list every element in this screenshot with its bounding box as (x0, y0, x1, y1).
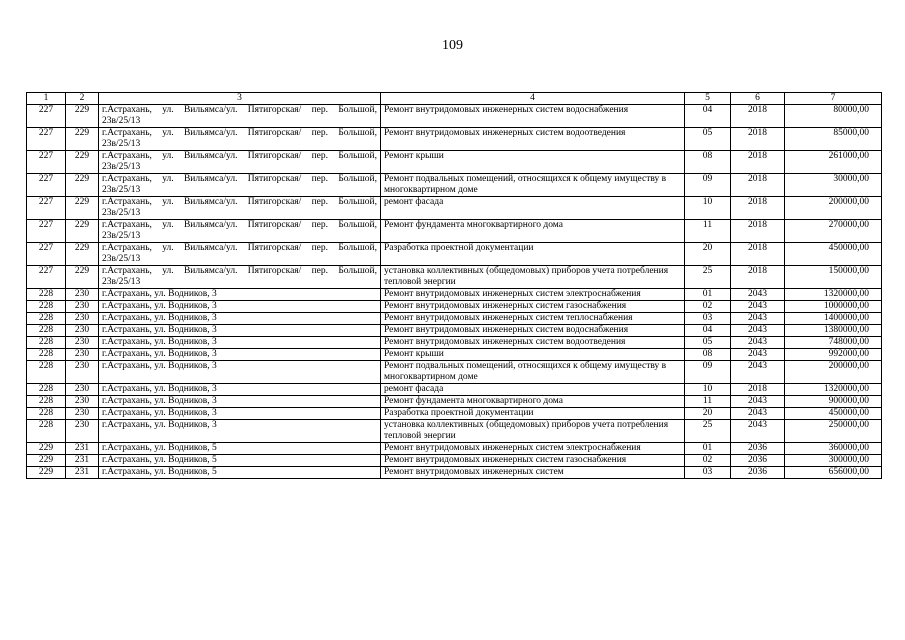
column-number-row (27, 93, 882, 105)
table-row (27, 361, 882, 384)
cell-year: 2036 (731, 455, 785, 467)
cell-house-id: 230 (66, 325, 99, 337)
cell-work-code: 20 (685, 408, 731, 420)
cell-year: 2043 (731, 337, 785, 349)
repair-register-table (26, 92, 882, 479)
cell-work-code: 03 (685, 313, 731, 325)
cell-cost: 360000,00 (785, 443, 882, 455)
cell-house-id: 231 (66, 455, 99, 467)
cell-address: г.Астрахань, ул. Водников, 3 (99, 384, 381, 396)
cell-index: 228 (27, 289, 66, 301)
column-header: 6 (731, 93, 785, 105)
cell-work-code: 02 (685, 301, 731, 313)
cell-year: 2043 (731, 349, 785, 361)
table-row (27, 337, 882, 349)
cell-work-type: установка коллективных (общедомовых) приборов учета потребления тепловой энергии (381, 266, 685, 289)
cell-address: г.Астрахань, ул. Вильямса/ул. Пятигорская/ пер. Большой, 23в/25/13 (99, 220, 381, 243)
cell-address: г.Астрахань, ул. Водников, 3 (99, 361, 381, 384)
cell-work-type: Ремонт внутридомовых инженерных систем электроснабжения (381, 289, 685, 301)
cell-address: г.Астрахань, ул. Водников, 5 (99, 443, 381, 455)
cell-work-code: 04 (685, 325, 731, 337)
table-row (27, 301, 882, 313)
cell-address: г.Астрахань, ул. Водников, 3 (99, 289, 381, 301)
cell-year: 2018 (731, 243, 785, 266)
cell-work-code: 03 (685, 467, 731, 479)
table-row (27, 151, 882, 174)
cell-address: г.Астрахань, ул. Вильямса/ул. Пятигорская/ пер. Большой, 23в/25/13 (99, 151, 381, 174)
cell-house-id: 230 (66, 420, 99, 443)
cell-work-type: Ремонт фундамента многоквартирного дома (381, 396, 685, 408)
cell-house-id: 229 (66, 243, 99, 266)
cell-year: 2018 (731, 128, 785, 151)
cell-index: 229 (27, 455, 66, 467)
cell-address: г.Астрахань, ул. Водников, 5 (99, 467, 381, 479)
cell-work-code: 05 (685, 128, 731, 151)
cell-year: 2036 (731, 467, 785, 479)
cell-work-type: Ремонт фундамента многоквартирного дома (381, 220, 685, 243)
cell-index: 228 (27, 420, 66, 443)
cell-cost: 656000,00 (785, 467, 882, 479)
cell-cost: 1400000,00 (785, 313, 882, 325)
cell-index: 227 (27, 220, 66, 243)
table-row (27, 243, 882, 266)
cell-index: 227 (27, 151, 66, 174)
table-body (27, 105, 882, 479)
column-header: 1 (27, 93, 66, 105)
cell-work-type: Разработка проектной документации (381, 243, 685, 266)
cell-work-code: 01 (685, 289, 731, 301)
cell-work-type: Разработка проектной документации (381, 408, 685, 420)
cell-work-type: Ремонт крыши (381, 349, 685, 361)
table-row (27, 105, 882, 128)
cell-address: г.Астрахань, ул. Вильямса/ул. Пятигорская/ пер. Большой, 23в/25/13 (99, 128, 381, 151)
cell-work-type: ремонт фасада (381, 384, 685, 396)
cell-cost: 1380000,00 (785, 325, 882, 337)
table-row (27, 384, 882, 396)
cell-work-code: 08 (685, 151, 731, 174)
cell-house-id: 229 (66, 174, 99, 197)
cell-index: 227 (27, 128, 66, 151)
cell-cost: 150000,00 (785, 266, 882, 289)
cell-index: 227 (27, 197, 66, 220)
cell-address: г.Астрахань, ул. Водников, 3 (99, 408, 381, 420)
cell-address: г.Астрахань, ул. Вильямса/ул. Пятигорская/ пер. Большой, 23в/25/13 (99, 105, 381, 128)
cell-index: 229 (27, 467, 66, 479)
cell-work-code: 02 (685, 455, 731, 467)
table-row (27, 408, 882, 420)
table-row (27, 455, 882, 467)
cell-address: г.Астрахань, ул. Водников, 3 (99, 420, 381, 443)
cell-cost: 270000,00 (785, 220, 882, 243)
column-header: 7 (785, 93, 882, 105)
cell-year: 2018 (731, 151, 785, 174)
cell-work-type: Ремонт внутридомовых инженерных систем водоотведения (381, 128, 685, 151)
cell-work-type: Ремонт крыши (381, 151, 685, 174)
cell-work-type: ремонт фасада (381, 197, 685, 220)
cell-index: 228 (27, 396, 66, 408)
cell-index: 228 (27, 361, 66, 384)
cell-cost: 748000,00 (785, 337, 882, 349)
cell-work-type: Ремонт внутридомовых инженерных систем водоотведения (381, 337, 685, 349)
table-row (27, 467, 882, 479)
cell-work-type: Ремонт внутридомовых инженерных систем водоснабжения (381, 325, 685, 337)
table-row (27, 266, 882, 289)
cell-address: г.Астрахань, ул. Вильямса/ул. Пятигорская/ пер. Большой, 23в/25/13 (99, 174, 381, 197)
cell-work-type: Ремонт внутридомовых инженерных систем газоснабжения (381, 301, 685, 313)
cell-cost: 200000,00 (785, 197, 882, 220)
column-header: 2 (66, 93, 99, 105)
cell-house-id: 230 (66, 361, 99, 384)
cell-address: г.Астрахань, ул. Водников, 3 (99, 301, 381, 313)
cell-house-id: 230 (66, 396, 99, 408)
cell-address: г.Астрахань, ул. Водников, 3 (99, 337, 381, 349)
cell-house-id: 231 (66, 443, 99, 455)
cell-work-code: 09 (685, 361, 731, 384)
cell-year: 2043 (731, 301, 785, 313)
cell-index: 227 (27, 243, 66, 266)
cell-year: 2043 (731, 289, 785, 301)
table-row (27, 197, 882, 220)
cell-index: 228 (27, 408, 66, 420)
table-row (27, 443, 882, 455)
cell-year: 2043 (731, 313, 785, 325)
cell-work-code: 25 (685, 420, 731, 443)
table-row (27, 420, 882, 443)
column-header: 5 (685, 93, 731, 105)
cell-house-id: 230 (66, 301, 99, 313)
cell-index: 228 (27, 384, 66, 396)
cell-house-id: 229 (66, 266, 99, 289)
table-row (27, 128, 882, 151)
cell-year: 2018 (731, 220, 785, 243)
cell-address: г.Астрахань, ул. Водников, 3 (99, 313, 381, 325)
table-row (27, 325, 882, 337)
cell-cost: 80000,00 (785, 105, 882, 128)
cell-cost: 85000,00 (785, 128, 882, 151)
cell-index: 227 (27, 174, 66, 197)
cell-cost: 261000,00 (785, 151, 882, 174)
cell-work-code: 04 (685, 105, 731, 128)
cell-work-type: Ремонт внутридомовых инженерных систем (381, 467, 685, 479)
table-row (27, 313, 882, 325)
cell-year: 2043 (731, 361, 785, 384)
cell-address: г.Астрахань, ул. Водников, 3 (99, 325, 381, 337)
cell-index: 228 (27, 301, 66, 313)
cell-year: 2018 (731, 266, 785, 289)
cell-index: 229 (27, 443, 66, 455)
cell-work-type: Ремонт подвальных помещений, относящихся к общему имуществу в многоквартирном доме (381, 361, 685, 384)
page-number: 109 (442, 38, 463, 53)
cell-house-id: 229 (66, 151, 99, 174)
cell-address: г.Астрахань, ул. Водников, 3 (99, 349, 381, 361)
cell-work-code: 09 (685, 174, 731, 197)
cell-house-id: 230 (66, 289, 99, 301)
cell-house-id: 230 (66, 313, 99, 325)
cell-index: 228 (27, 337, 66, 349)
cell-work-type: Ремонт внутридомовых инженерных систем электроснабжения (381, 443, 685, 455)
cell-year: 2043 (731, 420, 785, 443)
cell-index: 227 (27, 266, 66, 289)
cell-work-code: 11 (685, 220, 731, 243)
cell-work-code: 08 (685, 349, 731, 361)
column-header: 3 (99, 93, 381, 105)
cell-address: г.Астрахань, ул. Вильямса/ул. Пятигорская/ пер. Большой, 23в/25/13 (99, 243, 381, 266)
cell-cost: 250000,00 (785, 420, 882, 443)
cell-cost: 1320000,00 (785, 384, 882, 396)
cell-work-type: Ремонт подвальных помещений, относящихся к общему имуществу в многоквартирном доме (381, 174, 685, 197)
cell-address: г.Астрахань, ул. Вильямса/ул. Пятигорская/ пер. Большой, 23в/25/13 (99, 197, 381, 220)
table-row (27, 396, 882, 408)
table-row (27, 289, 882, 301)
cell-house-id: 230 (66, 349, 99, 361)
table-row (27, 220, 882, 243)
cell-work-type: Ремонт внутридомовых инженерных систем водоснабжения (381, 105, 685, 128)
cell-cost: 450000,00 (785, 408, 882, 420)
cell-work-code: 05 (685, 337, 731, 349)
cell-cost: 450000,00 (785, 243, 882, 266)
cell-cost: 200000,00 (785, 361, 882, 384)
cell-year: 2018 (731, 174, 785, 197)
cell-year: 2018 (731, 197, 785, 220)
cell-house-id: 229 (66, 128, 99, 151)
cell-work-type: установка коллективных (общедомовых) приборов учета потребления тепловой энергии (381, 420, 685, 443)
cell-index: 227 (27, 105, 66, 128)
cell-work-code: 10 (685, 384, 731, 396)
cell-work-type: Ремонт внутридомовых инженерных систем теплоснабжения (381, 313, 685, 325)
cell-address: г.Астрахань, ул. Водников, 3 (99, 396, 381, 408)
cell-work-code: 01 (685, 443, 731, 455)
cell-index: 228 (27, 325, 66, 337)
table-row (27, 174, 882, 197)
cell-work-code: 10 (685, 197, 731, 220)
cell-cost: 1320000,00 (785, 289, 882, 301)
cell-year: 2043 (731, 396, 785, 408)
cell-cost: 30000,00 (785, 174, 882, 197)
table-row (27, 349, 882, 361)
cell-house-id: 229 (66, 220, 99, 243)
column-header: 4 (381, 93, 685, 105)
cell-house-id: 230 (66, 408, 99, 420)
cell-index: 228 (27, 349, 66, 361)
cell-work-code: 20 (685, 243, 731, 266)
cell-cost: 300000,00 (785, 455, 882, 467)
cell-house-id: 230 (66, 337, 99, 349)
cell-year: 2018 (731, 384, 785, 396)
cell-year: 2018 (731, 105, 785, 128)
cell-work-code: 11 (685, 396, 731, 408)
cell-cost: 900000,00 (785, 396, 882, 408)
cell-cost: 992000,00 (785, 349, 882, 361)
cell-year: 2036 (731, 443, 785, 455)
cell-house-id: 230 (66, 384, 99, 396)
cell-year: 2043 (731, 408, 785, 420)
cell-work-code: 25 (685, 266, 731, 289)
cell-address: г.Астрахань, ул. Водников, 5 (99, 455, 381, 467)
cell-house-id: 229 (66, 197, 99, 220)
cell-house-id: 231 (66, 467, 99, 479)
cell-cost: 1000000,00 (785, 301, 882, 313)
cell-work-type: Ремонт внутридомовых инженерных систем газоснабжения (381, 455, 685, 467)
cell-index: 228 (27, 313, 66, 325)
cell-year: 2043 (731, 325, 785, 337)
cell-address: г.Астрахань, ул. Вильямса/ул. Пятигорская/ пер. Большой, 23в/25/13 (99, 266, 381, 289)
cell-house-id: 229 (66, 105, 99, 128)
